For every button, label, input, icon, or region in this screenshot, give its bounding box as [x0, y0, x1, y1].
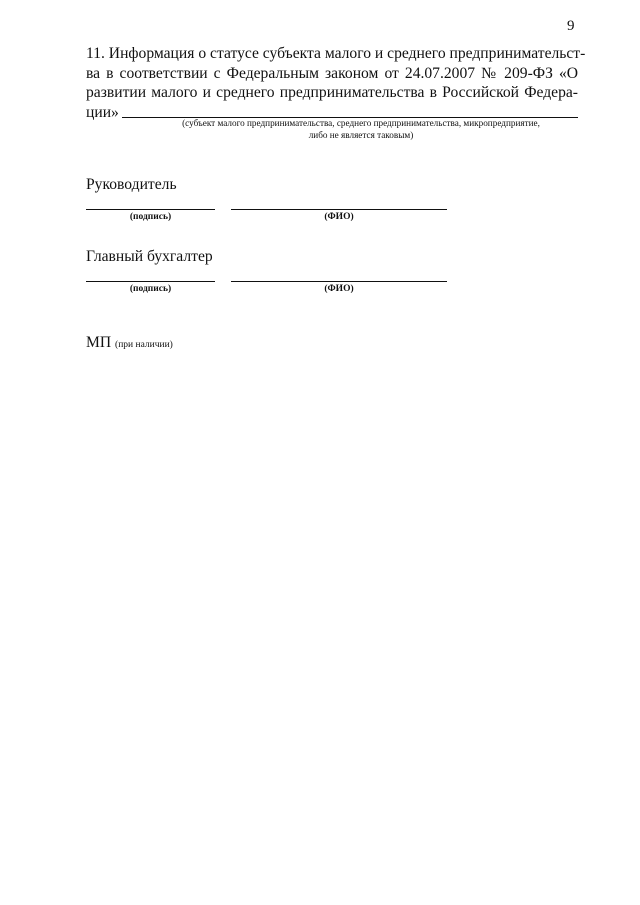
status-field-caption	[86, 117, 636, 141]
section-11	[86, 44, 586, 122]
stamp-place	[86, 334, 173, 352]
stamp-label: МП	[86, 334, 112, 351]
paragraph-line-3: развитии малого и среднего предпринимательства в Российской Федера-	[86, 84, 578, 101]
accountant-signature-line[interactable]	[86, 281, 215, 282]
page-number: 9	[567, 18, 575, 34]
paragraph-line-2: ва в соответствии с Федеральным законом от 24.07.2007 № 209-ФЗ «О	[86, 64, 578, 82]
section-paragraph	[86, 44, 586, 122]
paragraph-line-4: ции»	[86, 103, 119, 121]
head-name-caption: (ФИО)	[324, 212, 354, 222]
head-signature-line[interactable]	[86, 209, 215, 210]
head-name-line[interactable]	[231, 209, 447, 210]
head-label: Руководитель	[86, 176, 177, 193]
accountant-signature-caption: (подпись)	[129, 284, 172, 294]
accountant-label: Главный бухгалтер	[86, 248, 213, 265]
status-caption-line-1: (субъект малого предпринимательства, среднего предпринимательства, микропредприятие,	[182, 118, 540, 128]
paragraph-line-1: 11. Информация о статусе субъекта малого и среднего предпринимательст-	[86, 45, 586, 62]
accountant-name-line[interactable]	[231, 281, 447, 282]
head-signature-caption: (подпись)	[129, 212, 172, 222]
status-caption-line-2: либо не является таковым)	[308, 130, 414, 140]
accountant-name-caption: (ФИО)	[324, 284, 354, 294]
stamp-note: (при наличии)	[115, 340, 173, 350]
